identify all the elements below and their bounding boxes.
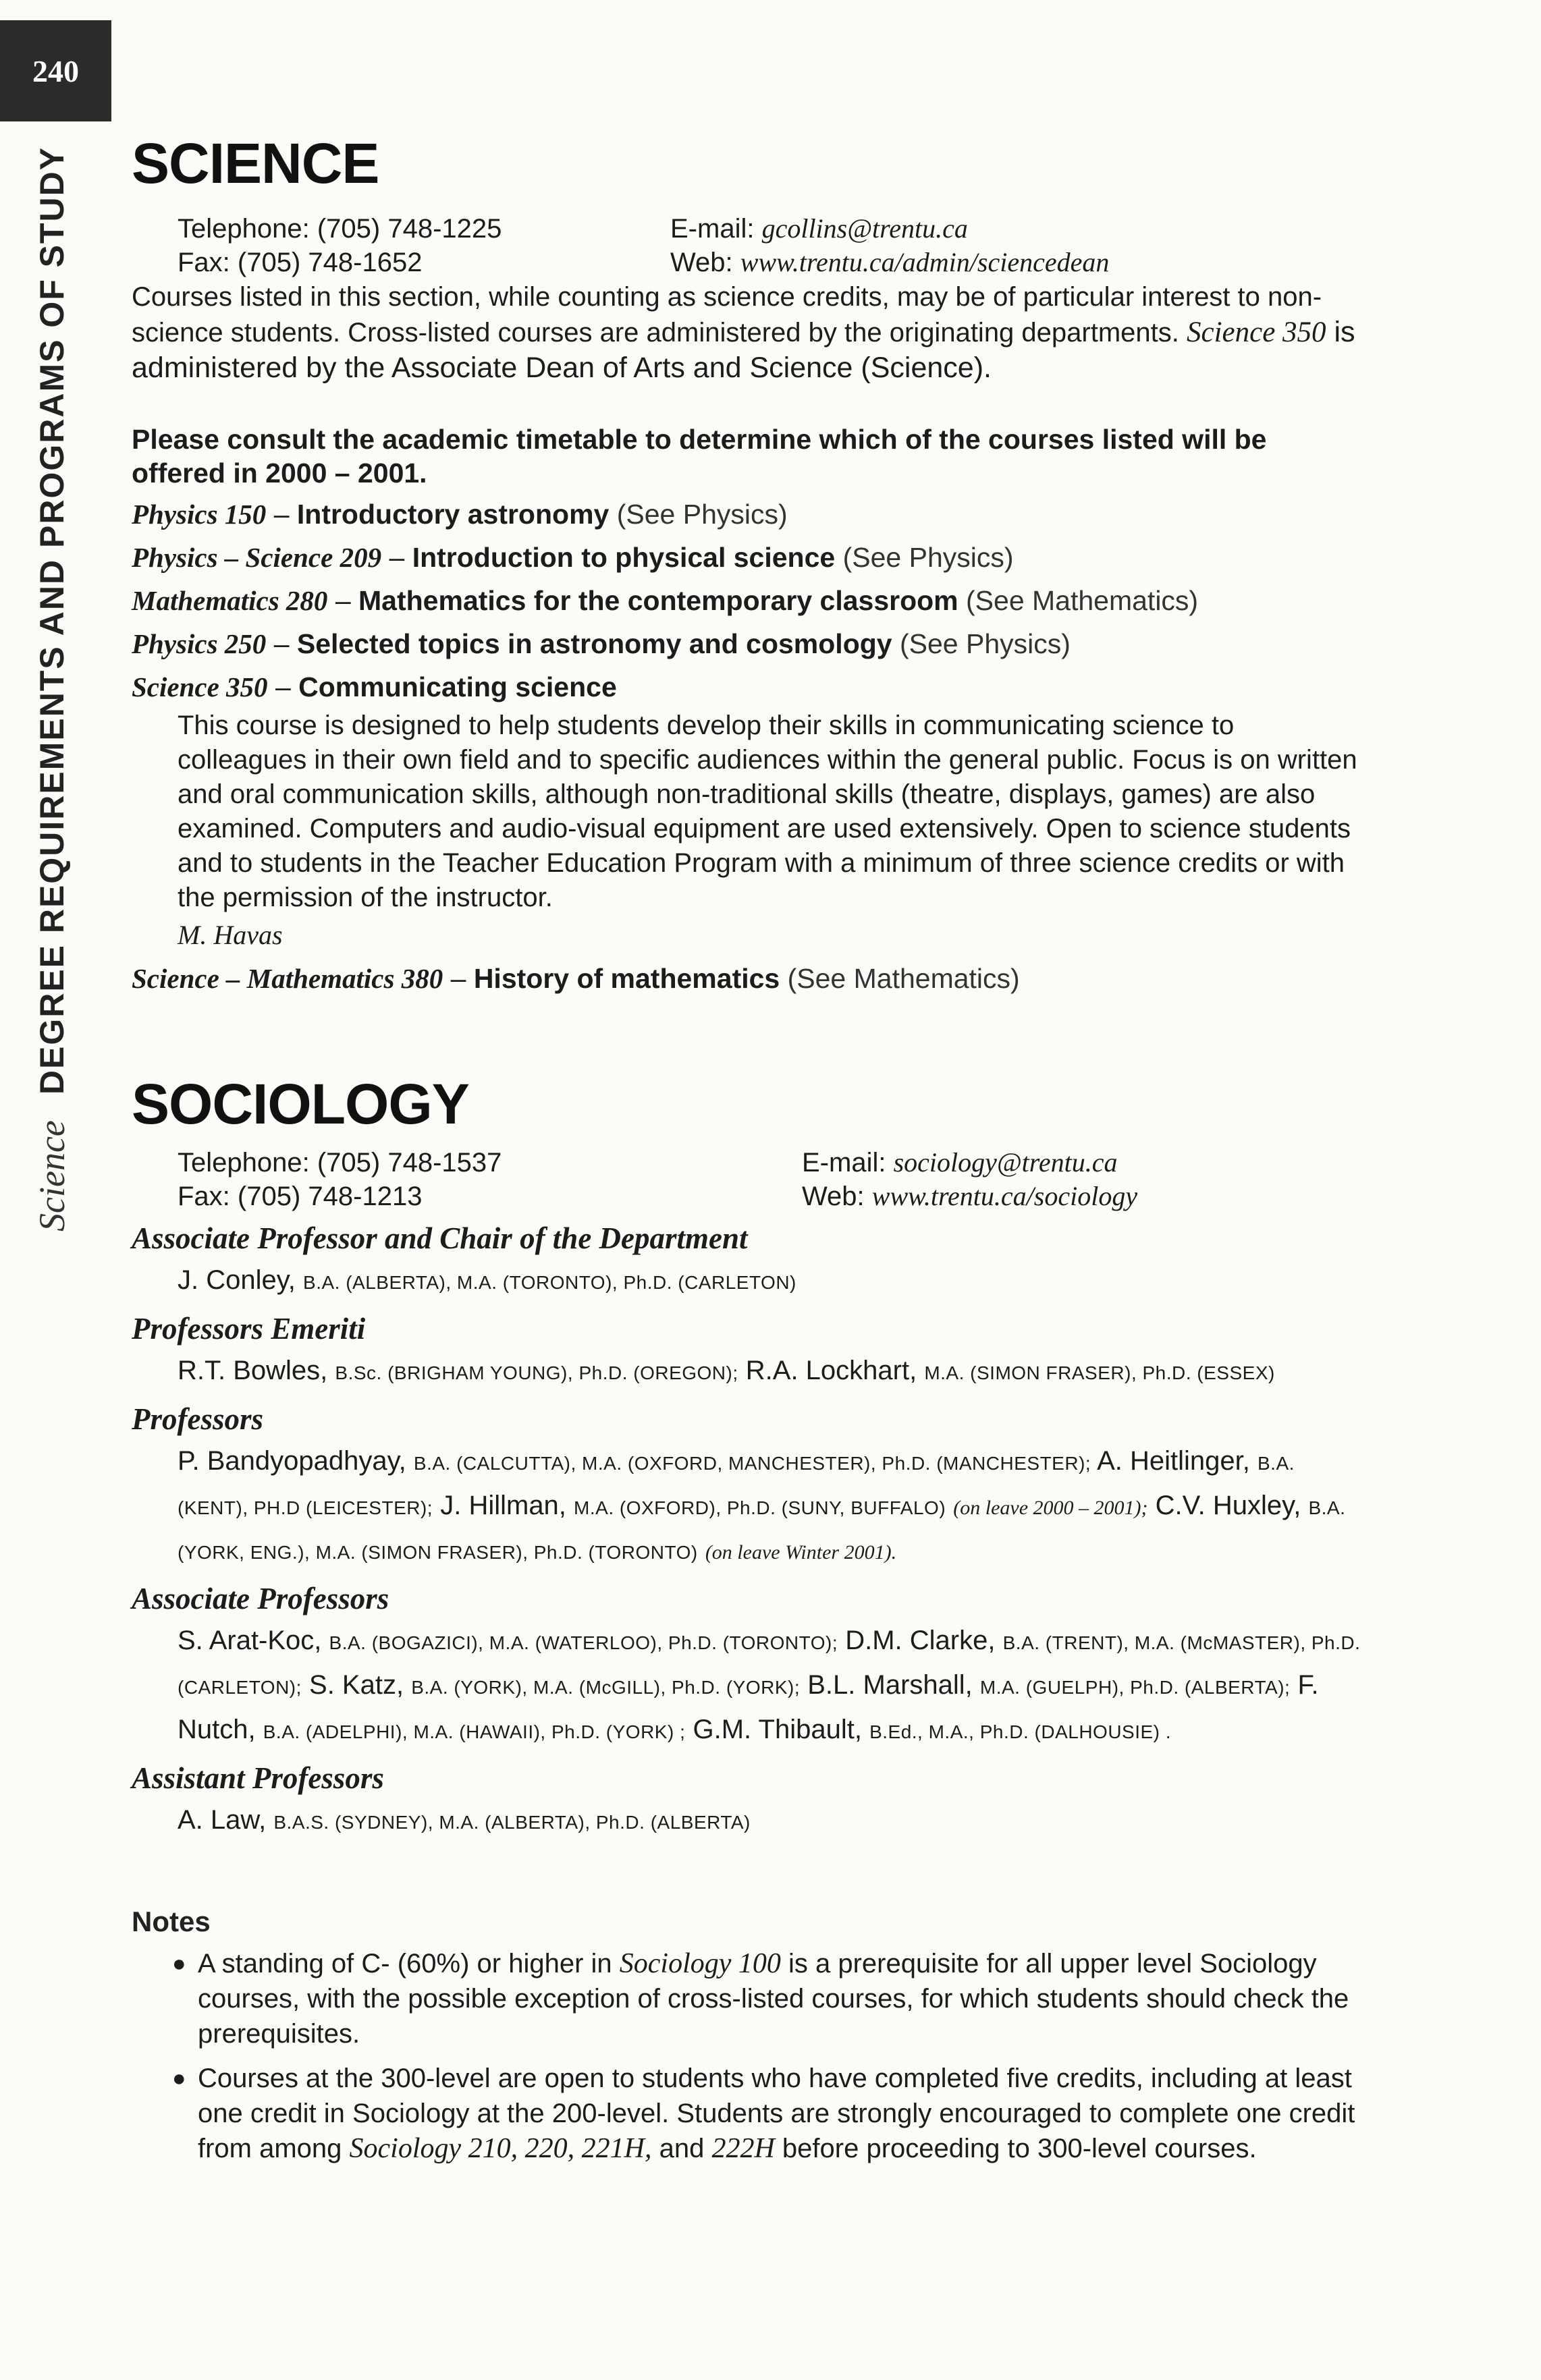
sociology-section [132,1072,1367,2166]
science-email-label: E-mail: [670,214,755,244]
course-item: Science – Mathematics 380 – History of mathematics (See Mathematics) [132,963,1020,994]
course-code: Physics 250 [132,628,267,659]
note-item [172,2061,1367,2166]
faculty-name: B.L. Marshall, [807,1670,973,1700]
course-code: Science – Mathematics 380 [132,963,443,994]
sociology-email-label: E-mail: [802,1148,886,1178]
course-description: This course is designed to help students develop their skills in communicating science to colleagues in their own field and to specific audiences within the general public. Focus is on written and oral communication skills, although non-traditional skills (theatre, displays, games) are also examined. Computers and audio-visual equipment are used extensively. Open to science students and to students in the Teacher Education Program with a minimum of three science credits or with the permission of the instructor. [178,711,1357,912]
science-intro-course: Science 350 [1187,316,1326,348]
notes-heading: Notes [132,1906,211,1937]
chair-heading: Associate Professor and Chair of the Department [132,1221,748,1255]
faculty-degrees: B.Ed., M.A., Ph.D. (DALHOUSIE) . [869,1721,1172,1742]
faculty-name: G.M. Thibault, [693,1715,862,1744]
chair-entry [178,1259,1367,1304]
course-item: Science 350 – Communicating science [132,671,617,702]
science-contact [178,212,1367,279]
faculty-degrees: B.A.S. (SYDNEY), M.A. (ALBERTA), Ph.D. (ALBERTA) [273,1812,751,1833]
side-section-name: Science [32,1120,72,1231]
note-course-ref: Sociology 210, 220, 221H, [349,2133,652,2164]
faculty-name: A. Heitlinger, [1097,1446,1250,1476]
sociology-web-label: Web: [802,1182,865,1211]
assistant-professors-heading: Assistant Professors [132,1761,384,1795]
course-see-ref: (See Physics) [616,499,788,530]
faculty-name: S. Arat-Koc, [178,1626,322,1655]
course-title: History of mathematics [473,963,780,994]
course-see-ref: (See Mathematics) [787,963,1020,994]
science-telephone: Telephone: (705) 748-1225 [178,214,502,244]
note-text: and [651,2134,712,2163]
faculty-degrees: B.A. (YORK, ENG.), M.A. (SIMON FRASER), Ph.D. (TORONTO) [178,1497,1346,1563]
course-title: Mathematics for the contemporary classroom [358,585,958,616]
assistant-professors-list [178,1799,1367,1844]
note-item [172,1946,1367,2051]
side-chapter-title: DEGREE REQUIREMENTS AND PROGRAMS OF STUDY [33,146,71,1095]
note-course-ref: Sociology 100 [619,1948,781,1979]
course-title: Introduction to physical science [412,542,836,573]
sociology-telephone: Telephone: (705) 748-1537 [178,1148,502,1178]
faculty-name: J. Hillman, [440,1491,566,1520]
emeriti-list [178,1350,1367,1394]
professors-list [178,1440,1367,1574]
professors-heading: Professors [132,1402,264,1436]
side-running-header [15,125,89,1231]
course-title: Communicating science [298,671,617,702]
faculty-name: C.V. Huxley, [1155,1491,1301,1520]
note-text: before proceeding to 300-level courses. [774,2134,1257,2163]
sociology-email-link[interactable]: sociology@trentu.ca [893,1147,1118,1178]
course-item: Physics – Science 209 – Introduction to physical science (See Physics) [132,542,1014,573]
faculty-degrees: B.A. (YORK), M.A. (McGILL), Ph.D. (YORK); [411,1677,801,1698]
sociology-contact [178,1146,1367,1213]
sociology-heading: SOCIOLOGY [132,1072,469,1136]
course-title: Introductory astronomy [296,499,610,530]
science-email-link[interactable]: gcollins@trentu.ca [761,213,968,244]
course-code: Science 350 [132,671,268,702]
science-web-link[interactable]: www.trentu.ca/admin/sciencedean [740,247,1110,277]
course-item: Physics 250 – Selected topics in astronomy and cosmology (See Physics) [132,628,1071,659]
associate-professors-list [178,1620,1367,1753]
faculty-name: R.A. Lockhart, [745,1356,917,1385]
faculty-name: J. Conley, [178,1265,296,1295]
science-consult-note: Please consult the academic timetable to determine which of the courses listed will be offered in 2000 – 2001. [132,424,1267,489]
sociology-fax: Fax: (705) 748-1213 [178,1182,423,1211]
course-title: Selected topics in astronomy and cosmology [296,628,892,659]
faculty-degrees: B.A. (ALBERTA), M.A. (TORONTO), Ph.D. (CARLETON) [303,1272,796,1293]
science-web-label: Web: [670,248,733,277]
faculty-leave-note: (on leave 2000 – 2001); [953,1497,1148,1519]
faculty-degrees: B.Sc. (BRIGHAM YOUNG), Ph.D. (OREGON); [335,1362,738,1383]
faculty-degrees: M.A. (OXFORD), Ph.D. (SUNY, BUFFALO) [574,1497,946,1518]
faculty-degrees: B.A. (TRENT), M.A. (McMASTER), Ph.D. (CARLETON); [178,1632,1361,1698]
bullet-icon: ● [172,1951,186,1976]
notes-list [132,1946,1367,2166]
note-text: is a prerequisite for all upper level Sociology courses, with the possible exception of cross-listed courses, for which students should check the prerequisites. [198,1949,1349,2049]
science-fax: Fax: (705) 748-1652 [178,248,423,277]
course-see-ref: (See Physics) [842,542,1014,573]
note-text: Courses at the 300-level are open to students who have completed five credits, including at least one credit in Sociology at the 200-level. Students are strongly encouraged to complete one credit from among [198,2064,1355,2163]
science-intro [132,279,1367,386]
faculty-degrees: B.A. (CALCUTTA), M.A. (OXFORD, MANCHESTER), Ph.D. (MANCHESTER); [413,1453,1091,1474]
course-code: Physics 150 [132,499,267,530]
emeriti-heading: Professors Emeriti [132,1312,366,1346]
course-instructor: M. Havas [178,920,283,950]
faculty-name: P. Bandyopadhyay, [178,1446,406,1476]
faculty-degrees: B.A. (KENT), PH.D (LEICESTER); [178,1453,1295,1518]
faculty-name: S. Katz, [309,1670,404,1700]
note-course-ref: 222H [711,2133,775,2164]
page-content [132,132,1367,2176]
course-code: Mathematics 280 [132,585,328,616]
course-code: Physics – Science 209 [132,542,382,573]
science-course-list [132,493,1367,1000]
faculty-name: A. Law, [178,1805,267,1835]
science-heading: SCIENCE [132,132,379,195]
faculty-degrees: M.A. (GUELPH), Ph.D. (ALBERTA); [979,1677,1291,1698]
page-number: 240 [0,20,111,121]
faculty-leave-note: (on leave Winter 2001). [705,1541,897,1563]
faculty-name: R.T. Bowles, [178,1356,328,1385]
faculty-name: F. Nutch, [178,1670,1319,1744]
course-see-ref: (See Mathematics) [966,585,1199,616]
associate-professors-heading: Associate Professors [132,1582,389,1615]
sociology-web-link[interactable]: www.trentu.ca/sociology [871,1181,1138,1211]
note-text: A standing of C- (60%) or higher in [198,1949,620,1978]
faculty-degrees: B.A. (ADELPHI), M.A. (HAWAII), Ph.D. (YORK) ; [263,1721,686,1742]
science-intro-admin: is administered by the Associate Dean of Arts and Science (Science). [132,316,1355,384]
faculty-name: D.M. Clarke, [845,1626,996,1655]
course-item: Physics 150 – Introductory astronomy (See Physics) [132,499,788,530]
course-item: Mathematics 280 – Mathematics for the contemporary classroom (See Mathematics) [132,585,1199,616]
science-section [132,132,1367,1000]
science-intro-text: Courses listed in this section, while counting as science credits, may be of particular interest to non-science students. Cross-listed courses are administered by the originating departments. [132,282,1322,348]
faculty-degrees: M.A. (SIMON FRASER), Ph.D. (ESSEX) [924,1362,1275,1383]
course-see-ref: (See Physics) [900,628,1071,659]
faculty-degrees: B.A. (BOGAZICI), M.A. (WATERLOO), Ph.D. (TORONTO); [329,1632,838,1653]
bullet-icon: ● [172,2066,186,2091]
